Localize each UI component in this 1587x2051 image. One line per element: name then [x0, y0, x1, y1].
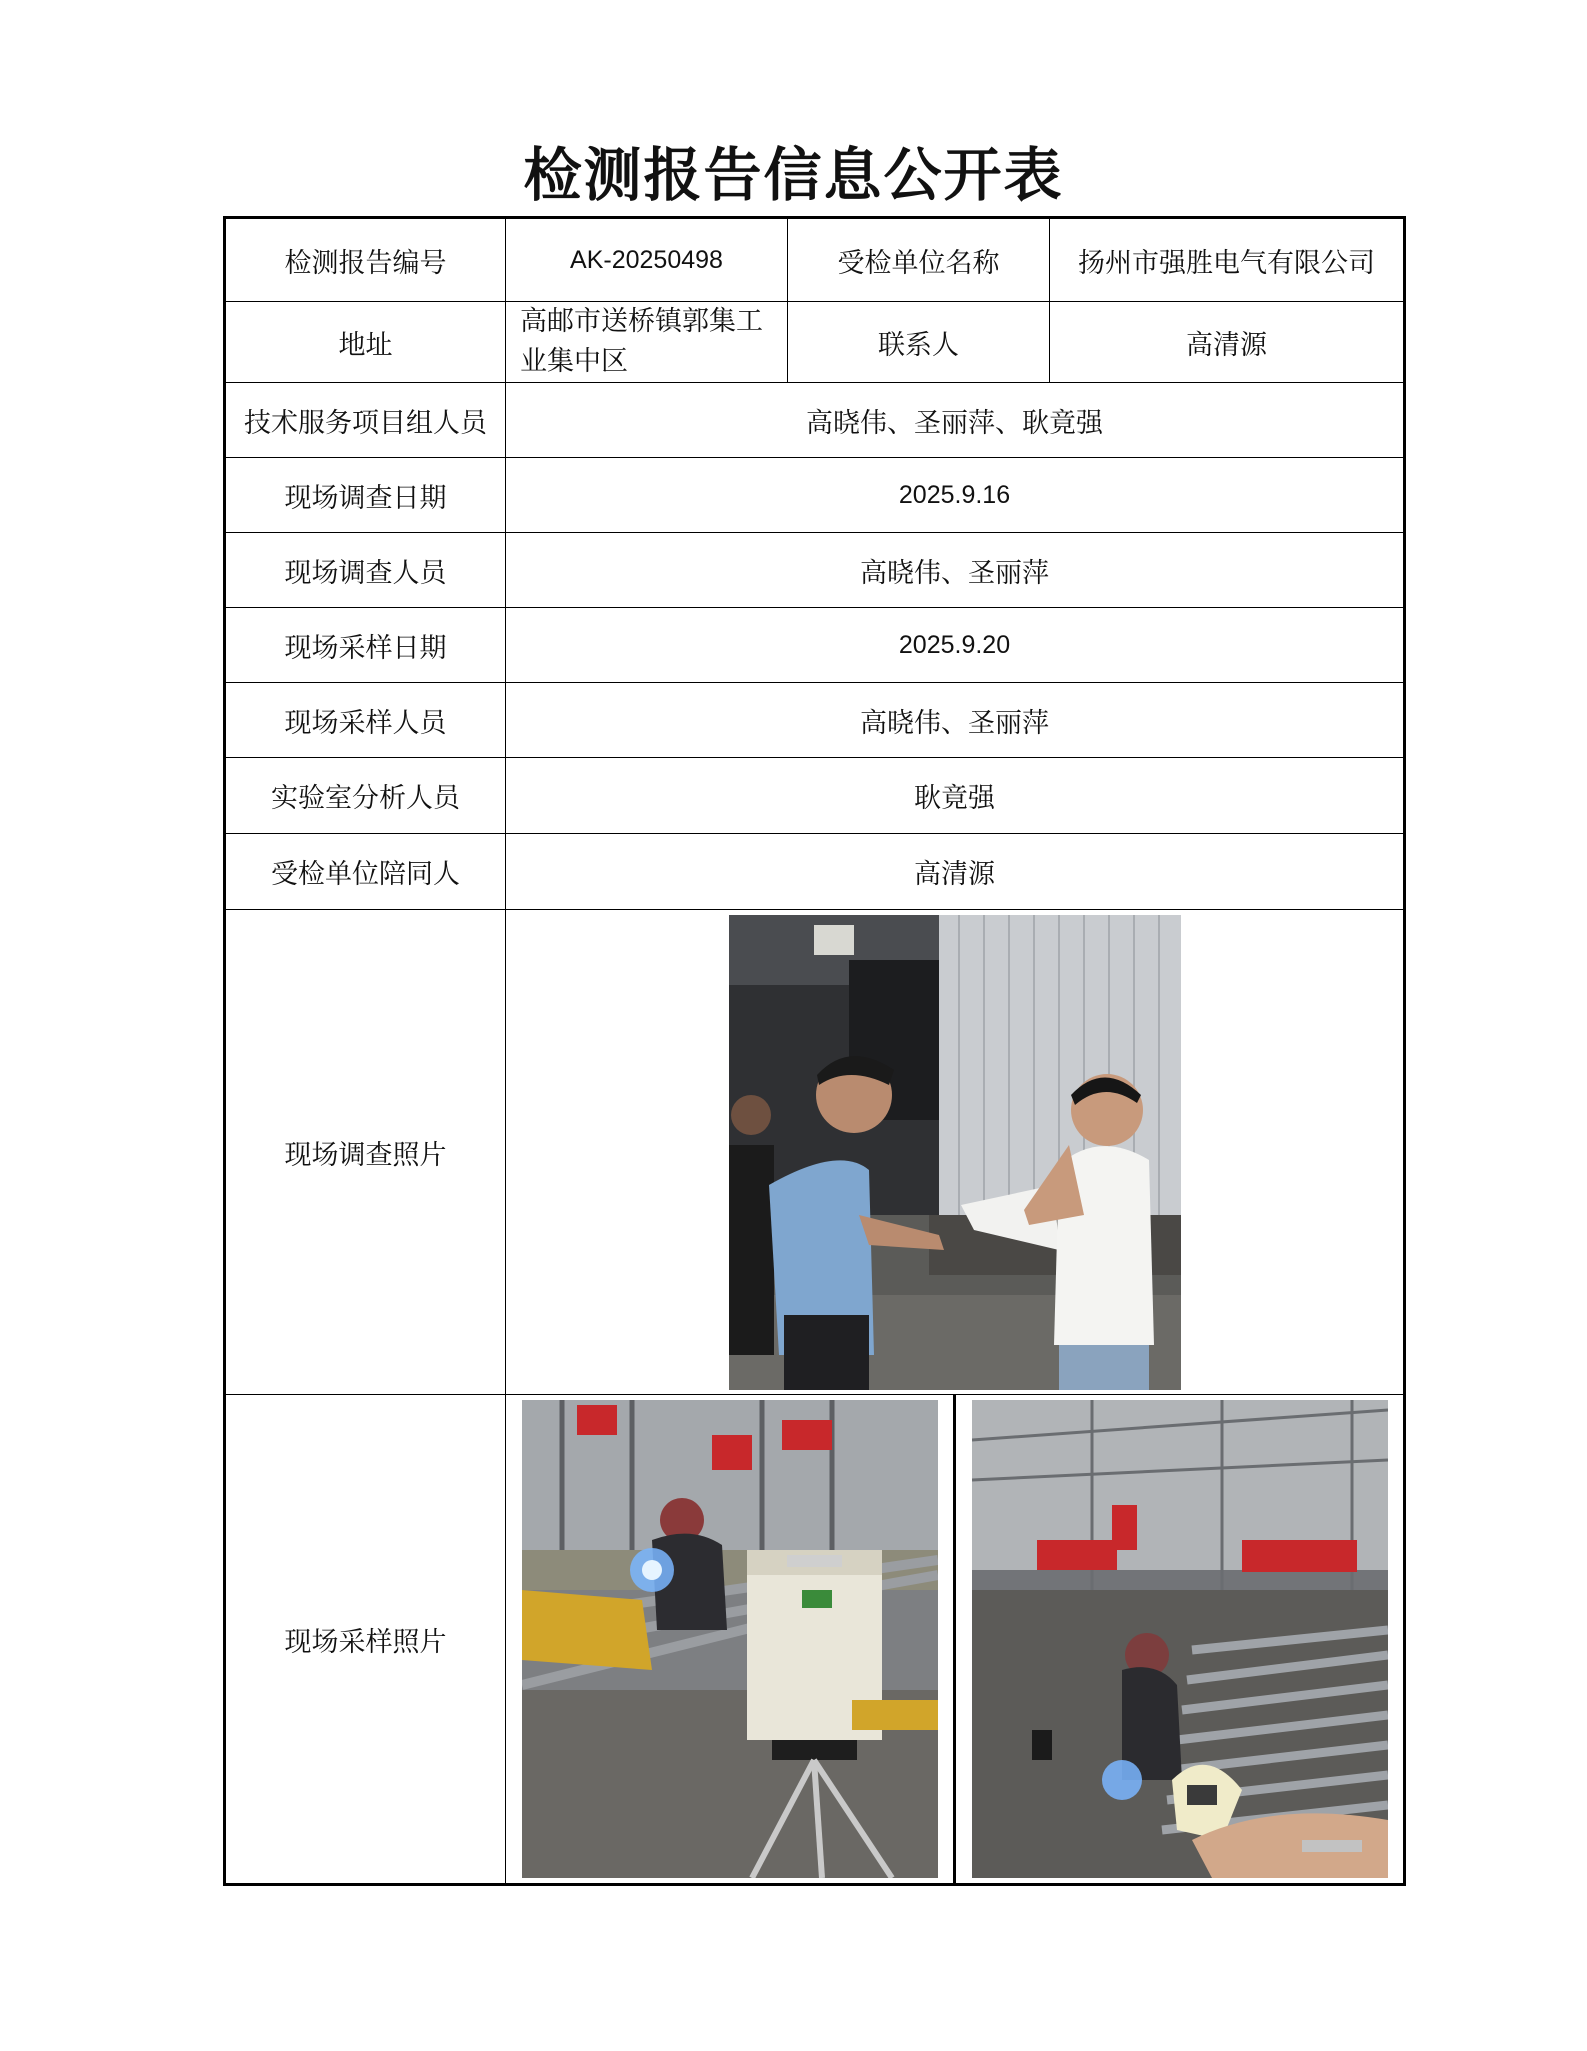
report-table [223, 216, 1406, 1886]
survey-photo-label: 现场调查照片 [225, 910, 506, 1395]
table-row [225, 218, 1405, 302]
sampling-photo-cell [506, 1395, 1405, 1885]
team-label: 技术服务项目组人员 [225, 383, 506, 458]
sampling-date-value: 2025.9.20 [506, 608, 1405, 683]
survey-photo [729, 915, 1181, 1390]
sampling-photo-2 [972, 1400, 1388, 1878]
table-row [225, 683, 1405, 758]
surveyors-value: 高晓伟、圣丽萍 [506, 533, 1405, 608]
address-value: 高邮市送桥镇郭集工业集中区 [506, 302, 788, 383]
table-row [225, 302, 1405, 383]
samplers-value: 高晓伟、圣丽萍 [506, 683, 1405, 758]
report-no-label: 检测报告编号 [225, 218, 506, 302]
report-no-value: AK-20250498 [506, 218, 788, 302]
sampling-photo-1-image [522, 1400, 938, 1878]
samplers-label: 现场采样人员 [225, 683, 506, 758]
contact-label: 联系人 [788, 302, 1050, 383]
page-title: 检测报告信息公开表 [523, 141, 1064, 209]
contact-value: 高清源 [1050, 302, 1405, 383]
table-row [225, 533, 1405, 608]
table-row [225, 458, 1405, 533]
table-row [225, 608, 1405, 683]
sampling-photo-label: 现场采样照片 [225, 1395, 506, 1885]
escort-value: 高清源 [506, 834, 1405, 910]
table-row [225, 758, 1405, 834]
table-row [225, 383, 1405, 458]
survey-photo-image [729, 915, 1181, 1390]
survey-date-value: 2025.9.16 [506, 458, 1405, 533]
survey-date-label: 现场调查日期 [225, 458, 506, 533]
sampling-date-label: 现场采样日期 [225, 608, 506, 683]
table-row [225, 834, 1405, 910]
sampling-photo-1 [522, 1400, 938, 1878]
sampling-photo-2-image [972, 1400, 1388, 1878]
escort-label: 受检单位陪同人 [225, 834, 506, 910]
unit-value: 扬州市强胜电气有限公司 [1050, 218, 1405, 302]
address-label: 地址 [225, 302, 506, 383]
table-row [225, 1395, 1405, 1885]
lab-value: 耿竟强 [506, 758, 1405, 834]
lab-label: 实验室分析人员 [225, 758, 506, 834]
survey-photo-cell [506, 910, 1405, 1395]
surveyors-label: 现场调查人员 [225, 533, 506, 608]
team-value: 高晓伟、圣丽萍、耿竟强 [506, 383, 1405, 458]
unit-label: 受检单位名称 [788, 218, 1050, 302]
table-row [225, 910, 1405, 1395]
